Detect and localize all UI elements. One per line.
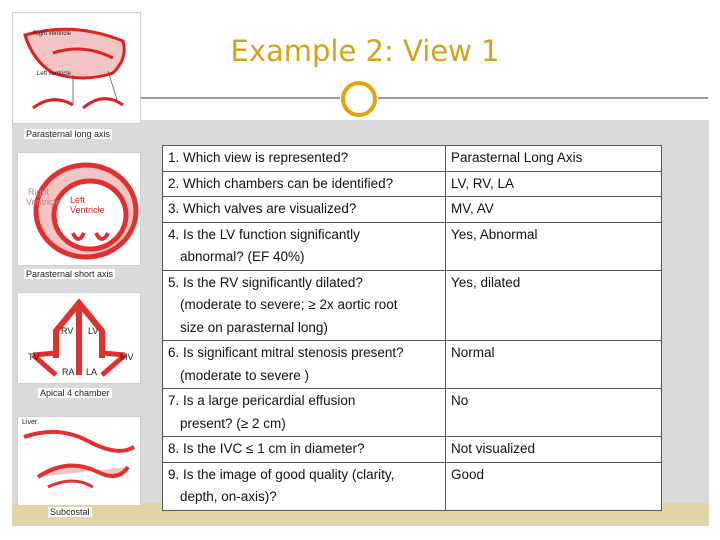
title-rule-left bbox=[140, 97, 340, 99]
question-line: size on parasternal long) bbox=[180, 319, 328, 335]
answer-cell: Parasternal Long Axis bbox=[446, 146, 662, 172]
psax-caption: Parasternal short axis bbox=[26, 269, 114, 279]
question-cell bbox=[163, 197, 446, 223]
a4c-lv-label: LV bbox=[88, 326, 99, 336]
question-line: 1. Which view is represented? bbox=[168, 150, 349, 165]
plax-diagram-icon bbox=[13, 13, 140, 123]
question-line: (moderate to severe; ≥ 2x aortic root bbox=[180, 297, 398, 312]
plax-caption: Parasternal long axis bbox=[26, 129, 111, 139]
subcostal-figure bbox=[17, 416, 141, 506]
question-cell bbox=[163, 437, 446, 463]
a4c-tv-label: TV bbox=[28, 352, 40, 362]
answer-cell: Good bbox=[446, 462, 662, 510]
table-row bbox=[163, 222, 662, 270]
table-row bbox=[163, 146, 662, 172]
plax-lv-label: Left ventricle bbox=[37, 71, 72, 77]
question-cell bbox=[163, 462, 446, 510]
question-line: 8. Is the IVC ≤ 1 cm in diameter? bbox=[168, 441, 365, 456]
psax-ventricle2-label: Ventricle bbox=[70, 205, 105, 215]
question-line: (moderate to severe ) bbox=[180, 367, 310, 383]
a4c-figure bbox=[17, 292, 141, 384]
questions-table bbox=[162, 145, 662, 511]
a4c-ra-label: RA bbox=[62, 367, 75, 377]
a4c-diagram-icon bbox=[18, 293, 140, 383]
psax-figure bbox=[17, 152, 141, 266]
a4c-rv-label: RV bbox=[61, 326, 74, 336]
plax-figure bbox=[12, 12, 141, 124]
subcostal-caption: Subcostal bbox=[50, 507, 90, 517]
question-cell bbox=[163, 341, 446, 389]
question-cell bbox=[163, 146, 446, 172]
subcostal-liver-label: Liver bbox=[22, 419, 38, 426]
table-row bbox=[163, 197, 662, 223]
answer-cell: Not visualized bbox=[446, 437, 662, 463]
table-row bbox=[163, 341, 662, 389]
title-rule-right bbox=[378, 97, 708, 99]
question-line: 3. Which valves are visualized? bbox=[168, 201, 357, 216]
slide-title: Example 2: View 1 bbox=[230, 34, 500, 68]
question-line: depth, on-axis)? bbox=[180, 489, 277, 504]
subcostal-diagram-icon bbox=[18, 417, 140, 505]
question-line: abnormal? (EF 40%) bbox=[180, 249, 305, 264]
ring-ornament-icon bbox=[341, 81, 377, 117]
answer-cell: No bbox=[446, 389, 662, 437]
question-cell bbox=[163, 171, 446, 197]
question-line: 4. Is the LV function significantly bbox=[168, 226, 360, 242]
question-cell bbox=[163, 270, 446, 341]
question-line: 2. Which chambers can be identified? bbox=[168, 175, 394, 191]
questions-table-body bbox=[163, 146, 662, 511]
psax-ventricle-label: Ventricle bbox=[26, 197, 61, 207]
question-line: 9. Is the image of good quality (clarity, bbox=[168, 466, 395, 482]
question-cell bbox=[163, 222, 446, 270]
answer-cell: Yes, Abnormal bbox=[446, 222, 662, 270]
psax-left-label: Left bbox=[70, 195, 86, 205]
question-line: 7. Is a large pericardial effusion bbox=[168, 393, 356, 408]
a4c-la-label: LA bbox=[86, 367, 98, 377]
answer-cell: Yes, dilated bbox=[446, 270, 662, 341]
answer-cell: MV, AV bbox=[446, 197, 662, 223]
question-line: present? (≥ 2 cm) bbox=[180, 415, 286, 431]
table-row bbox=[163, 171, 662, 197]
answer-cell: Normal bbox=[446, 341, 662, 389]
table-row bbox=[163, 270, 662, 341]
table-row bbox=[163, 437, 662, 463]
table-row bbox=[163, 389, 662, 437]
answer-cell: LV, RV, LA bbox=[446, 171, 662, 197]
a4c-mv-label: MV bbox=[120, 352, 134, 362]
a4c-caption: Apical 4 chamber bbox=[40, 388, 110, 398]
question-line: 5. Is the RV significantly dilated? bbox=[168, 274, 363, 290]
question-line: 6. Is significant mitral stenosis present? bbox=[168, 345, 404, 360]
plax-rv-label: Right ventricle bbox=[33, 31, 72, 37]
table-row bbox=[163, 462, 662, 510]
question-cell bbox=[163, 389, 446, 437]
psax-right-label: Right bbox=[28, 187, 50, 197]
